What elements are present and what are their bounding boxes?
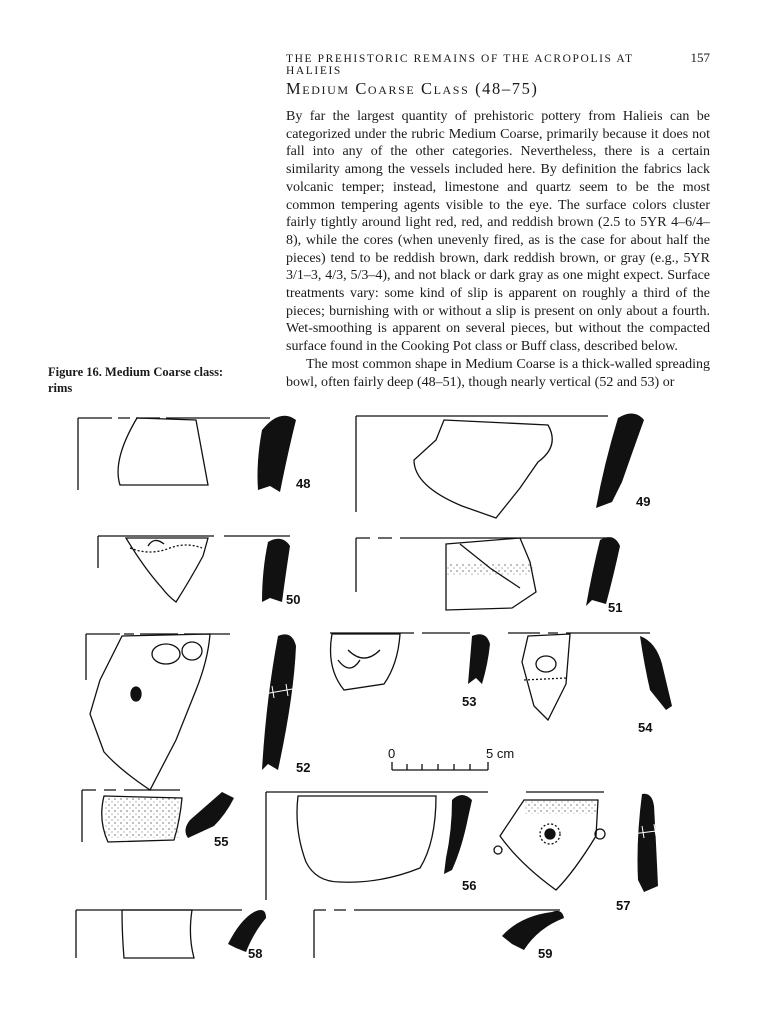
sherd-label-53: 53 [462, 694, 477, 709]
scale-start-label: 0 [388, 746, 396, 761]
paragraph: The most common shape in Medium Coarse is a thick-walled spreading bowl, often fairly deep (48–51), though nearly vertical (52 and 53) or [286, 356, 710, 390]
sherd-52 [86, 634, 298, 790]
sherd-58 [76, 910, 266, 958]
scale-line [392, 762, 488, 770]
sherd-50 [98, 536, 290, 602]
sherd-outline [90, 634, 210, 790]
sherd-label-58: 58 [248, 946, 263, 961]
rim-decoration [130, 545, 202, 552]
sherd-label-55: 55 [214, 834, 229, 849]
rim-profile [262, 634, 296, 770]
sherd-label-56: 56 [462, 878, 477, 893]
scale-end-label: 5 cm [486, 746, 515, 761]
sherd-54 [508, 633, 672, 720]
sherd-59 [314, 910, 564, 958]
rim-profile [185, 792, 234, 838]
rim-profile [640, 636, 672, 710]
page-number: 157 [690, 50, 710, 65]
slip-band [524, 800, 596, 814]
perforation [131, 687, 141, 701]
figure-caption: Figure 16. Medium Coarse class: rims [48, 365, 224, 395]
sherd-outline [126, 538, 208, 602]
sherd-label-57: 57 [616, 898, 631, 913]
rim-knob [148, 540, 164, 546]
rim-lug [182, 642, 202, 660]
rim-decoration [338, 650, 380, 668]
rim-profile [502, 911, 564, 950]
sherd-outline [297, 796, 436, 882]
sherd-label-50: 50 [286, 592, 301, 607]
paragraph: By far the largest quantity of prehistoric pottery from Halieis can be categorized under the rubric Medium Coarse, primarily because it does not fall into any of the other categories. Nevertheless, there is a certain similarity among the vessels included here. By definition the fabrics lack volcanic temper; instead, limestone and quartz seem to be the most common tempering agents visible to the eye. The surface colors cluster fairly tightly around light red, red, and reddish brown (2.5 to 5YR 4–6/4–8), while the cores (when unevenly fired, as is the case for about half the pieces) tend to be reddish brown, dark reddish brown, or gray (e.g., 5YR 3/1–3, 4/3, 5/3–4), and not black or dark gray as one might expect. Surface treatments vary: some kind of slip is apparent on roughly a third of the pieces; burnishing with or without a slip is present on only about a fourth. Wet-smoothing is apparent on several pieces, but without the compacted surface found in the Cooking Pot class or Buff class, described below. [286, 109, 710, 355]
sherd-label-51: 51 [608, 600, 623, 615]
pottery-rims-figure [0, 400, 760, 980]
body-text [286, 108, 710, 391]
sherd-55 [82, 790, 234, 842]
section-heading: Medium Coarse Class (48–75) [286, 79, 539, 98]
sherd-53 [330, 633, 490, 690]
slip-band [524, 678, 566, 680]
sherd-49 [356, 413, 644, 518]
running-title: THE PREHISTORIC REMAINS OF THE ACROPOLIS AT HALIEIS [286, 53, 634, 77]
rim-lug [536, 656, 556, 672]
sherd-label-54: 54 [638, 720, 653, 735]
scale-bar [392, 762, 488, 770]
sherd-56 [266, 792, 488, 900]
rim-profile [468, 634, 490, 684]
sherd-57 [494, 792, 664, 892]
rim-profile [258, 416, 297, 492]
sherd-label-48: 48 [296, 476, 311, 491]
slip-band [446, 564, 534, 576]
slip-band [104, 798, 180, 838]
sherd-label-49: 49 [636, 494, 651, 509]
sherd-48 [78, 416, 296, 492]
rim-lug [152, 644, 180, 664]
sherd-outline [414, 420, 552, 518]
sherd-outline [122, 910, 194, 958]
sherd-outline [331, 634, 401, 690]
rim-profile [586, 537, 620, 606]
rim-profile [444, 795, 472, 874]
sherd-label-52: 52 [296, 760, 311, 775]
sherd-label-59: 59 [538, 946, 553, 961]
rim-lug [494, 846, 502, 854]
rim-profile [638, 794, 659, 892]
sherd-51 [356, 537, 620, 610]
perforation [545, 829, 555, 839]
sherd-outline [118, 418, 208, 485]
sherd-outline [522, 634, 570, 720]
running-header [286, 50, 710, 77]
